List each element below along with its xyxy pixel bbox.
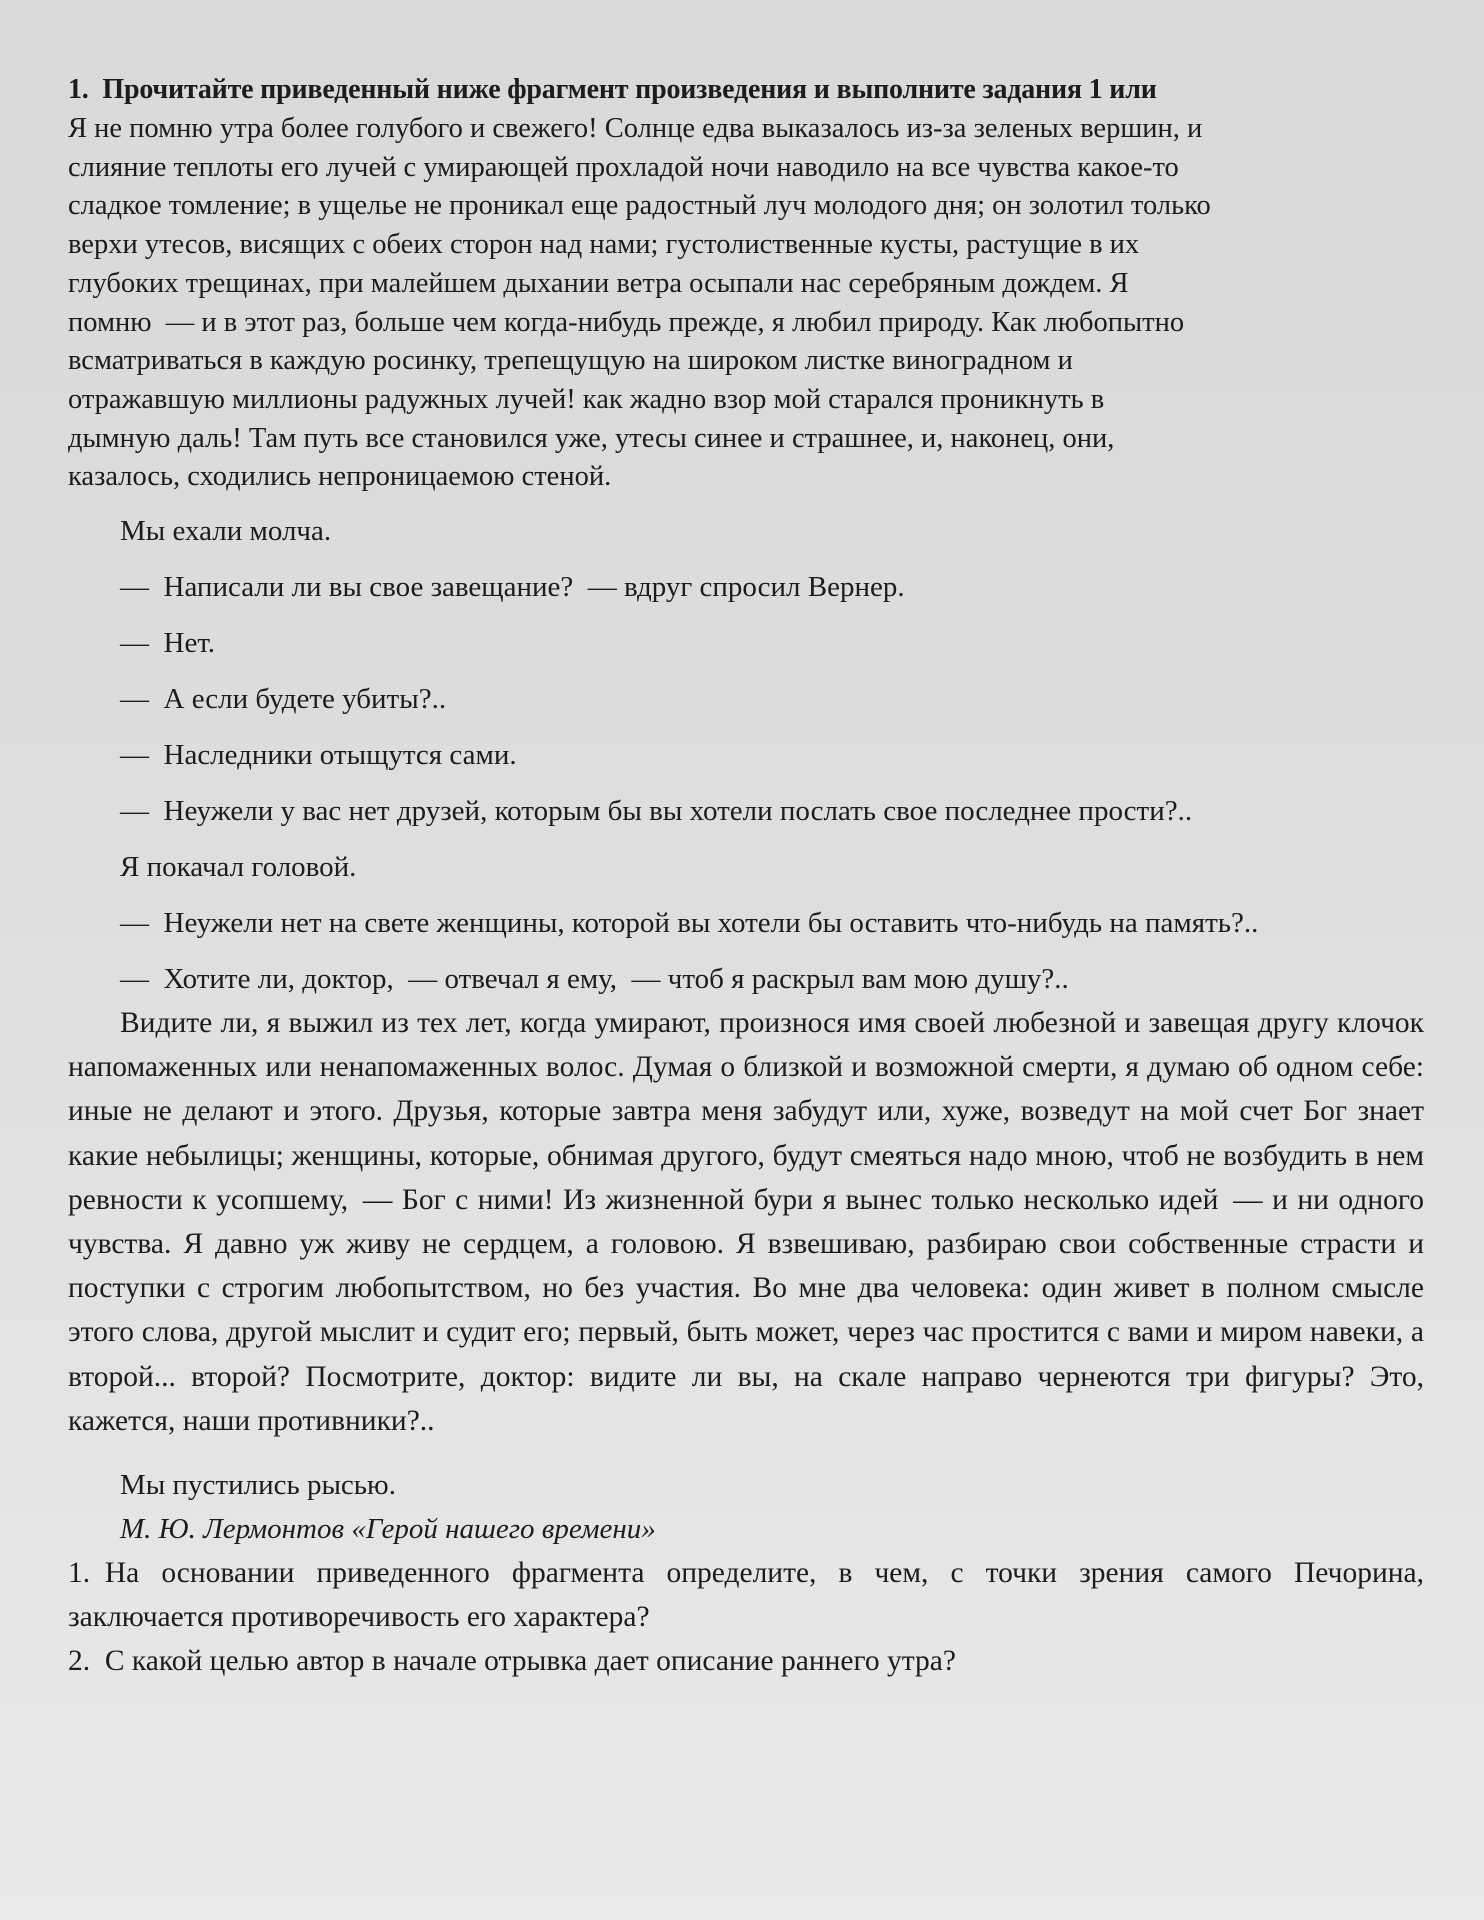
intro-line: сладкое томление; в ущелье не проникал еще радостный луч молодого дня; он золотил только [68, 190, 1211, 222]
intro-line: казалось, сходились непроницаемою стеной. [68, 461, 612, 493]
intro-line: глубоких трещинах, при малейшем дыхании ветра осыпали нас серебряным дождем. Я [68, 267, 1129, 299]
narrative-paragraph: Видите ли, я выжил из тех лет, когда умирают, произнося имя своей любезной и завещая другу клочок напомаженных или ненапомаженных волос. Думая о близкой и возможной смерти, я думаю об одном себе: иные не делают и этого. Друзья, которые завтра меня забудут или, хуже, возведут на мой счет Бог знает какие небылицы; женщины, которые, обнимая другого, будут смеяться надо мною, чтоб не возбудить в нем ревности к усопшему, — Бог с ними! Из жизненной бури я вынес только несколько идей — и ни одного чувства. Я давно уж живу не сердцем, а головою. Я взвешиваю, разбираю свои собственные страсти и поступки с строгим любопытством, но без участия. Во мне два человека: один живет в полном смысле этого слова, другой мыслит и судит его; первый, быть может, через час простится с вами и миром навеки, а второй... второй? Посмотрите, доктор: видите ли вы, на скале направо чернеются три фигуры? Это, кажется, наши противники?.. [68, 1007, 1424, 1437]
intro-line: Я не помню утра более голубого и свежего! Солнце едва выказалось из-за зеленых вершин, и [68, 113, 1203, 144]
dialogue-line: — Хотите ли, доктор, — отвечал я ему, — чтоб я раскрыл вам мою душу?.. [120, 963, 1069, 996]
dialogue-line: — Написали ли вы свое завещание? — вдруг спросил Вернер. [120, 571, 905, 604]
author-attribution: М. Ю. Лермонтов «Герой нашего времени» [120, 1513, 656, 1546]
dialogue-line: Я покачал головой. [120, 851, 357, 884]
dialogue-line: — Неужели у вас нет друзей, которым бы вы хотели послать свое последнее прости?.. [120, 795, 1193, 828]
intro-line: помню — и в этот раз, больше чем когда-нибудь прежде, я любил природу. Как любопытно [68, 306, 1185, 338]
intro-line: отражавшую миллионы радужных лучей! как жадно взор мой старался проникнуть в [68, 383, 1105, 415]
closing-line: Мы пустились рысью. [120, 1469, 396, 1502]
intro-line: всматриваться в каждую росинку, трепещущую на широком листке виноградном и [68, 345, 1073, 377]
task-heading: 1. Прочитайте приведенный ниже фрагмент произведения и выполните задания 1 или [68, 74, 1157, 105]
intro-paragraph [68, 110, 1424, 497]
question-item: 2. С какой целью автор в начале отрывка дает описание раннего утра? [68, 1645, 956, 1678]
dialogue-line: Мы ехали молча. [120, 515, 332, 548]
question-item: 1. На основании приведенного фрагмента определите, в чем, с точки зрения самого Печорина, заключается противоречивость его характера? [68, 1557, 1424, 1634]
intro-line: верхи утесов, висящих с обеих сторон над нами; густолиственные кусты, растущие в их [68, 229, 1140, 261]
dialogue-line: — Нет. [120, 627, 216, 660]
dialogue-line: — Наследники отыщутся сами. [120, 739, 517, 772]
dialogue-line: — А если будете убиты?.. [120, 683, 447, 716]
intro-line: слияние теплоты его лучей с умирающей прохладой ночи наводило на все чувства какое-то [68, 151, 1179, 183]
intro-line: дымную даль! Там путь все становился уже, утесы синее и страшнее, и, наконец, они, [68, 422, 1115, 454]
dialogue-line: — Неужели нет на свете женщины, которой вы хотели бы оставить что-нибудь на память?.. [120, 907, 1259, 940]
